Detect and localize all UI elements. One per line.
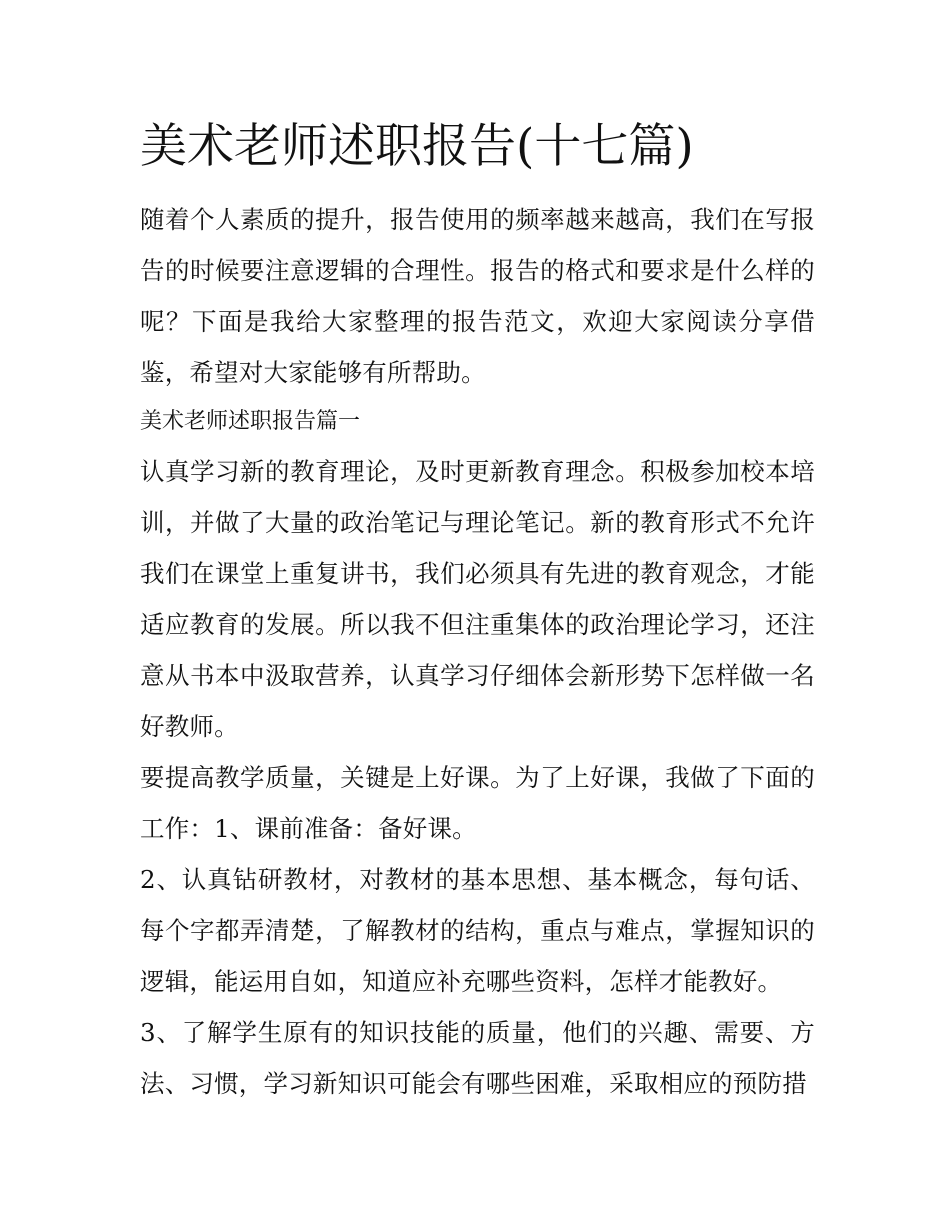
body-paragraph-3: 2、认真钻研教材，对教材的基本思想、基本概念，每句话、每个字都弄清楚，了解教材的结构，重点与难点，掌握知识的逻辑，能运用自如，知道应补充哪些资料，怎样才能教好。 — [140, 865, 815, 996]
intro-paragraph: 随着个人素质的提升，报告使用的频率越来越高，我们在写报告的时候要注意逻辑的合理性。报告的格式和要求是什么样的呢？下面是我给大家整理的报告范文，欢迎大家阅读分享借鉴，希望对大家能够有所帮助。 — [140, 205, 815, 387]
body-paragraph-2: 要提高教学质量，关键是上好课。为了上好课，我做了下面的工作：1、课前准备：备好课。 — [140, 763, 815, 843]
document-body — [140, 112, 815, 1109]
body-paragraph-1: 认真学习新的教育理论，及时更新教育理念。积极参加校本培训，并做了大量的政治笔记与理论笔记。新的教育形式不允许我们在课堂上重复讲书，我们必须具有先进的教育观念，才能适应教育的发展。所以我不但注重集体的政治理论学习，还注意从书本中汲取营养，认真学习仔细体会新形势下怎样做一名好教师。 — [140, 457, 815, 741]
body-paragraph-4: 3、了解学生原有的知识技能的质量，他们的兴趣、需要、方法、习惯，学习新知识可能会有哪些困难，采取相应的预防措 — [140, 1018, 815, 1098]
document-title: 美术老师述职报告(十七篇) — [140, 119, 694, 174]
section-heading: 美术老师述职报告篇一 — [140, 409, 361, 434]
